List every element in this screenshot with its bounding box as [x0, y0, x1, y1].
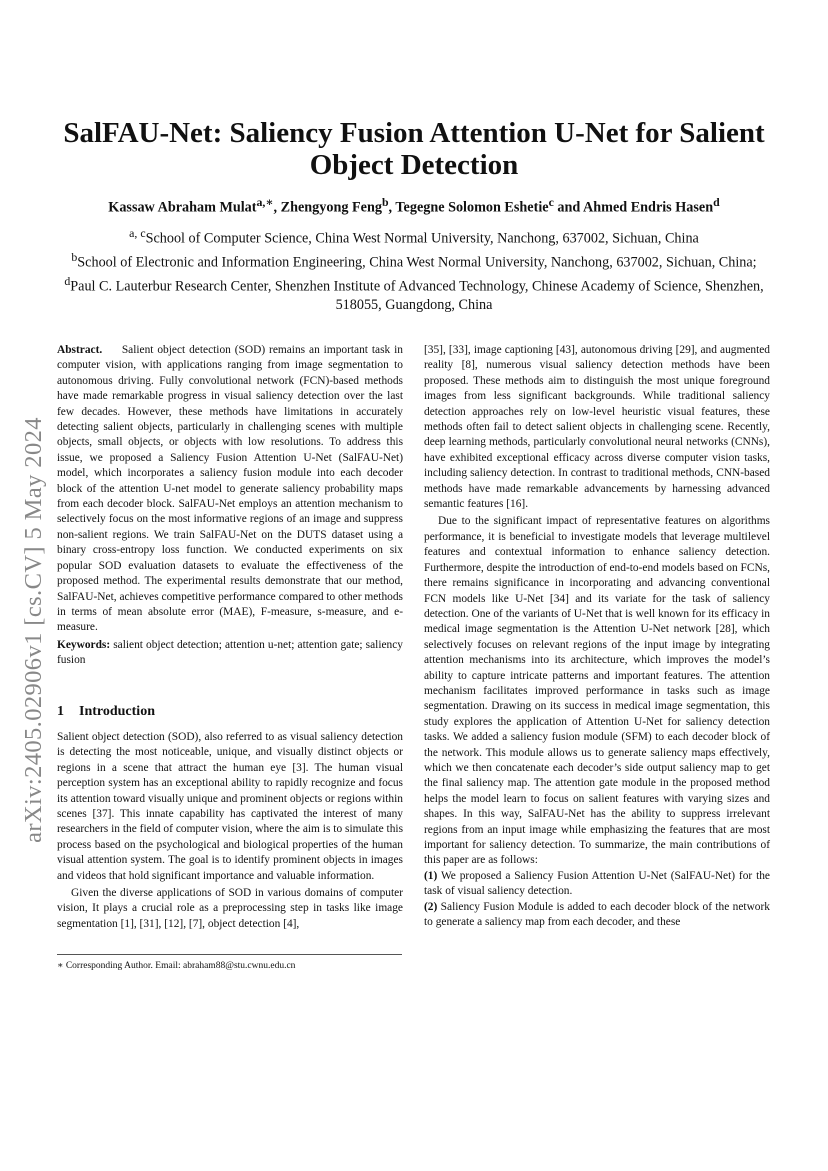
abstract-label: Abstract. — [57, 344, 103, 356]
affiliation-text: School of Electronic and Information Engineering, China West Normal University, Nanchong, 637002, Sichuan, China; — [77, 254, 757, 271]
paper-title: SalFAU-Net: Saliency Fusion Attention U-Net for Salient Object Detection — [63, 117, 765, 181]
arxiv-identifier: arXiv:2405.02906v1 [cs.CV] 5 May 2024 — [20, 417, 47, 843]
author-name: Ahmed Endris Hasen — [583, 199, 714, 216]
keywords-label: Keywords: — [57, 638, 111, 651]
affiliation — [50, 248, 778, 272]
affiliation-text: Paul C. Lauterbur Research Center, Shenzhen Institute of Advanced Technology, Chinese Academy of Science, Shenzhen, 518055, Guangdong, China — [70, 278, 764, 313]
section-title: Introduction — [79, 704, 155, 719]
paragraph: Salient object detection (SOD), also referred to as visual saliency detection is detecting the most noticeable, unique, and visually distinct objects or regions in a scene that attract the human eye [3]. The human visual perception system has an exceptional ability to rapidly recognize and focus its attention toward visually unique and prominent objects or regions within scenes [37]. This innate capability has captivated the interest of many researchers in the field of computer vision, where the aim is to simulate this process based on the psychological and biological properties of the human visual attention system. The goal is to identify prominent objects in images and videos that hold significant importance and valuable information. — [57, 731, 403, 882]
contribution-text: We proposed a Saliency Fusion Attention U-Net (SalFAU-Net) for the task of visual saliency detection. — [424, 869, 770, 898]
author-affiliation-mark: b — [381, 195, 389, 209]
author-affiliation-mark: a,∗ — [256, 195, 274, 209]
affiliation-text: School of Computer Science, China West Normal University, Nanchong, 637002, Sichuan, China — [145, 230, 699, 247]
introduction-body — [57, 730, 403, 932]
affiliation — [50, 224, 778, 248]
footnote: ∗ Corresponding Author. Email: abraham88@stu.cwnu.edu.cn — [57, 961, 296, 971]
author-separator: , — [273, 199, 281, 216]
abstract-block — [57, 343, 403, 669]
affiliation-mark: d — [64, 273, 71, 288]
affiliation-list — [50, 224, 778, 314]
paragraph: Given the diverse applications of SOD in various domains of computer vision, It plays a crucial role as a preprocessing step in tasks like image segmentation [1], [31], [12], [7], object detection [4], — [57, 887, 403, 930]
section-number: 1 — [57, 704, 64, 719]
contribution-item — [424, 900, 770, 931]
affiliation — [50, 272, 778, 314]
author-name: Kassaw Abraham Mulat — [108, 199, 257, 216]
contribution-label: (1) — [424, 869, 438, 882]
author-affiliation-mark: c — [548, 195, 554, 209]
author-list — [40, 193, 788, 217]
affiliation-mark: a, c — [129, 226, 146, 240]
affiliation-mark: b — [71, 249, 78, 264]
contribution-item — [424, 869, 770, 900]
abstract-text: Salient object detection (SOD) remains an important task in computer vision, with applications ranging from image segmentation to autonomous driving. Fully convolutional network (FCN)-based methods have made remarkable progress in visual saliency detection over the last few decades. However, these methods have limitations in accurately detecting salient objects, particularly in challenging scenes with multiple objects, small objects, or objects with low resolutions. To address this issue, we proposed a Saliency Fusion Attention U-Net (SalFAU-Net) model, which incorporates a saliency fusion module into each decoder block of the attention U-net model to generate saliency probability maps from each decoder block. SalFAU-Net employs an attention mechanism to selectively focus on the most informative regions of an image and suppress non-salient regions. We train SalFAU-Net on the DUTS dataset using a binary cross-entropy loss function. We conducted experiments on six popular SOD evaluation datasets to evaluate the effectiveness of the proposed method. The experimental results demonstrate that our method, SalFAU-Net, achieves competitive performance compared to other methods in terms of mean absolute error (MAE), F-measure, s-measure, and e-measure. — [57, 344, 403, 634]
right-column — [424, 343, 770, 930]
keywords — [57, 638, 403, 669]
author-affiliation-mark: d — [713, 195, 720, 209]
author-separator: and — [553, 199, 584, 216]
author-name: Zhengyong Feng — [280, 199, 382, 216]
paragraph: Due to the significant impact of representative features on algorithms performance, it is beneficial to investigate models that leverage multilevel features and contextual information to enhance saliency detection. Furthermore, despite the introduction of end-to-end models based on FCNs, there remains significance in incorporating and advancing conventional FCN models like U-Net [34] and its variate for the task of saliency detection. One of the variants of U-Net that is well known for its efficacy in medical image segmentation is the Attention U-Net network [28], which selectively focuses on relevant regions of the input image by integrating attention mechanisms into its architecture, which improves the model’s ability to capture intricate patterns and important features. The attention mechanism facilitates improved performance in tasks such as image segmentation. Drawing on its success in medical image segmentation, this study explores the application of Attention U-Net for saliency detection tasks. We added a saliency fusion module (SFM) to each decoder block of the network. This module allows us to generate saliency maps effectively, which we then concatenate each decoder’s side output saliency map to get the final saliency map. The attention gate module in the proposed method helps the model learn to focus on salient features with varying sizes and shapes. In this way, SalFAU-Net has the ability to suppress irrelevant regions from an input image while emphasizing the features that are most important for saliency detection. To summarize, the main contributions of this paper are as follows: — [424, 515, 770, 867]
section-heading — [57, 704, 155, 720]
abstract — [57, 343, 403, 636]
author-separator: , — [388, 199, 396, 216]
arxiv-margin-stamp — [14, 360, 54, 900]
footnote-rule — [57, 954, 402, 955]
author-name: Tegegne Solomon Eshetie — [395, 199, 549, 216]
contribution-text: Saliency Fusion Module is added to each decoder block of the network to generate a saliency map from each decoder, and these — [424, 900, 770, 929]
keywords-text: salient object detection; attention u-net; attention gate; saliency fusion — [57, 638, 403, 667]
contribution-label: (2) — [424, 900, 438, 913]
paragraph: [35], [33], image captioning [43], autonomous driving [29], and augmented reality [8], numerous visual saliency detection methods have been proposed. These methods aim to distinguish the most unique foreground images from less significant backgrounds. While traditional saliency detection approaches rely on low-level heuristic visual features, these methods often fail to detect salient objects in challenging scene. Recently, deep learning methods, particularly convolutional neural networks (CNNs), have exhibited exceptional efficacy across diverse computer vision tasks, including saliency detection. In contrast to traditional methods, CNN-based methods have made remarkable advancements by harnessing advanced semantic features [16]. — [424, 344, 770, 511]
